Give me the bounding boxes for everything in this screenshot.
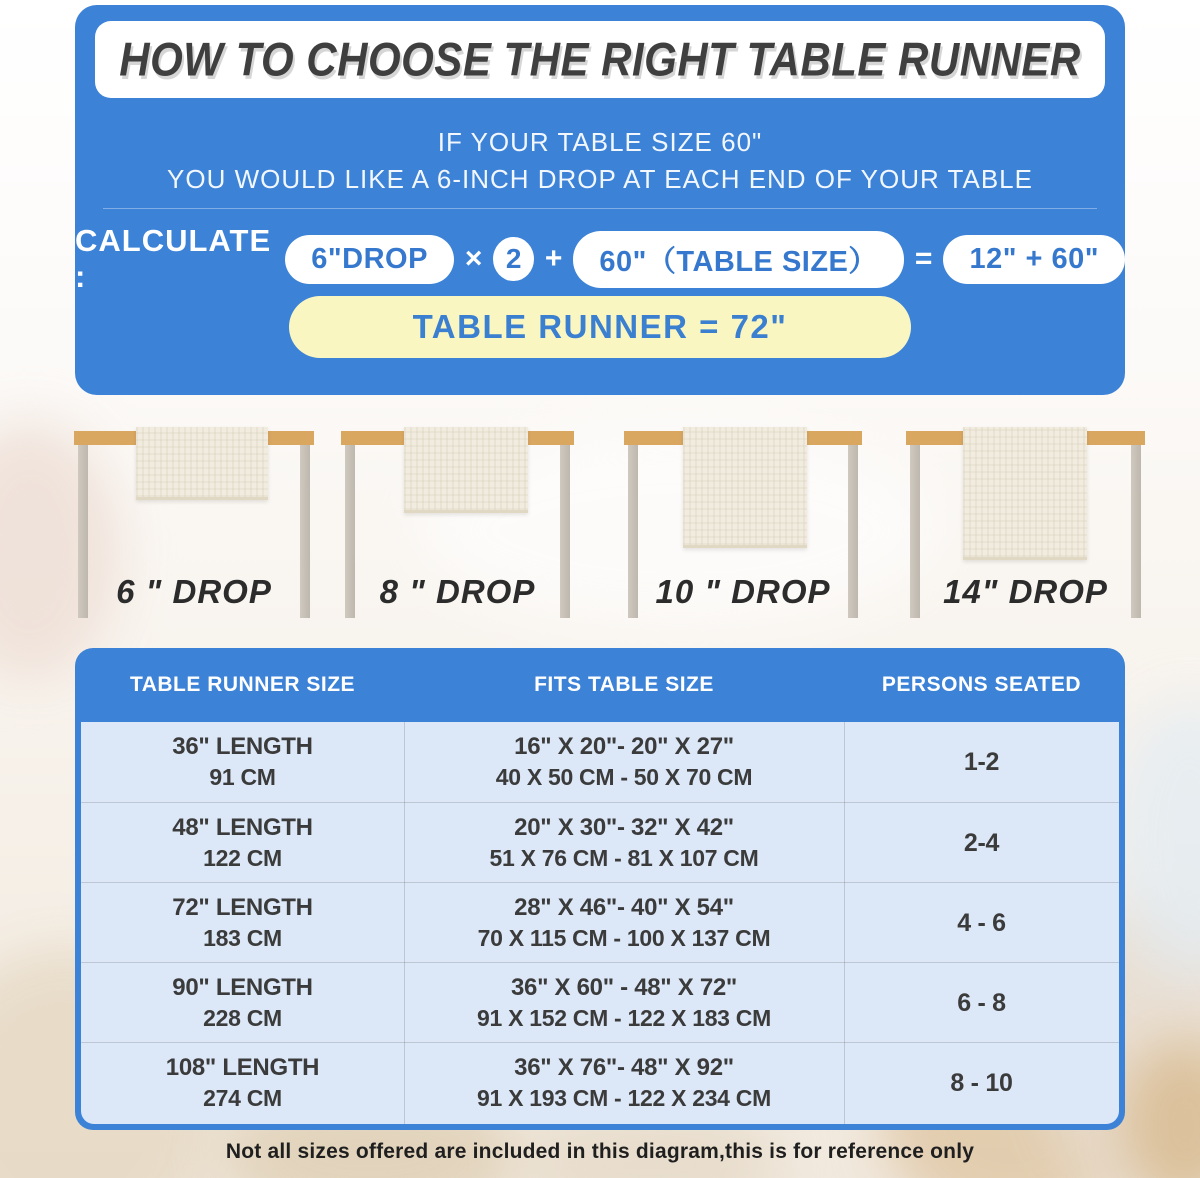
table-size-pill: 60"（TABLE SIZE） — [573, 231, 904, 288]
fits-size-in: 36" X 76"- 48" X 92" — [514, 1053, 734, 1081]
times-operator: × — [464, 242, 483, 275]
persons-seated: 8 - 10 — [950, 1068, 1013, 1097]
table-figure-14-drop — [906, 425, 1145, 625]
fits-size-cm: 40 X 50 CM - 50 X 70 CM — [495, 764, 753, 790]
runner-size-in: 90" LENGTH — [172, 973, 313, 1001]
runner-size-cm: 274 CM — [203, 1084, 282, 1111]
column-header-fits-size: FITS TABLE SIZE — [534, 673, 714, 696]
table-figure-8-drop — [341, 425, 574, 625]
runner-size-cm: 91 CM — [209, 764, 276, 790]
subtitle-line-1: IF YOUR TABLE SIZE 60" — [437, 127, 763, 157]
column-divider — [844, 722, 845, 1124]
persons-seated: 6 - 8 — [957, 988, 1006, 1017]
persons-seated: 2-4 — [963, 828, 1000, 857]
fits-size-in: 16" X 20"- 20" X 27" — [514, 733, 734, 760]
drop-label: 8 " DROP — [379, 573, 536, 610]
size-chart-header — [81, 648, 1119, 722]
table-runner — [963, 427, 1087, 560]
runner-size-in: 36" LENGTH — [172, 733, 313, 760]
multiplier-badge: 2 — [493, 237, 533, 281]
plus-operator: + — [544, 242, 563, 275]
size-chart-panel — [75, 648, 1125, 1130]
fits-size-in: 20" X 30"- 32" X 42" — [514, 813, 734, 841]
persons-seated: 4 - 6 — [957, 908, 1006, 937]
column-header-persons: PERSONS SEATED — [881, 673, 1082, 696]
table-row — [81, 802, 1119, 882]
disclaimer-note: Not all sizes offered are included in this diagram,this is for reference only — [225, 1140, 975, 1163]
runner-size-in: 48" LENGTH — [172, 813, 313, 841]
column-header-runner-size: TABLE RUNNER SIZE — [129, 673, 356, 696]
table-row — [81, 1042, 1119, 1122]
divider-line — [103, 208, 1097, 209]
subtitle-line-2: YOU WOULD LIKE A 6-INCH DROP AT EACH END OF YOUR TABLE — [167, 164, 1033, 194]
drop-label: 6 " DROP — [116, 573, 272, 610]
table-row — [81, 722, 1119, 802]
table-runner — [683, 427, 807, 548]
runner-size-cm: 122 CM — [203, 844, 282, 871]
persons-seated: 1-2 — [963, 748, 1000, 776]
drop-value-pill: 6"DROP — [285, 235, 454, 284]
table-runner — [136, 427, 268, 500]
drop-label: 14" DROP — [943, 573, 1108, 610]
table-row — [81, 882, 1119, 962]
fits-size-in: 28" X 46"- 40" X 54" — [514, 893, 734, 921]
runner-size-cm: 183 CM — [203, 924, 282, 951]
equals-operator: = — [914, 242, 933, 275]
column-divider — [404, 722, 405, 1124]
page-title: HOW TO CHOOSE THE RIGHT TABLE RUNNER — [119, 32, 1081, 86]
runner-size-cm: 228 CM — [203, 1004, 282, 1031]
table-figure-10-drop — [624, 425, 862, 625]
fits-size-cm: 51 X 76 CM - 81 X 107 CM — [489, 844, 759, 871]
title-banner — [95, 21, 1105, 98]
fits-size-in: 36" X 60" - 48" X 72" — [510, 973, 737, 1001]
fits-size-cm: 91 X 152 CM - 122 X 183 CM — [477, 1004, 771, 1031]
calculation-row — [75, 223, 1125, 294]
size-chart-body — [81, 722, 1119, 1124]
drop-label: 10 " DROP — [655, 573, 831, 610]
table-row — [81, 962, 1119, 1042]
table-figure-6-drop — [74, 425, 314, 625]
fits-size-cm: 91 X 193 CM - 122 X 234 CM — [477, 1084, 771, 1111]
sum-pill: 12" + 60" — [943, 235, 1125, 284]
calculate-label: CALCULATE : — [75, 223, 272, 294]
runner-size-in: 72" LENGTH — [172, 893, 313, 921]
runner-size-in: 108" LENGTH — [165, 1053, 320, 1081]
result-total-pill: TABLE RUNNER = 72" — [289, 296, 911, 358]
hero-panel — [75, 5, 1125, 395]
table-runner — [404, 427, 528, 513]
fits-size-cm: 70 X 115 CM - 100 X 137 CM — [477, 924, 771, 951]
